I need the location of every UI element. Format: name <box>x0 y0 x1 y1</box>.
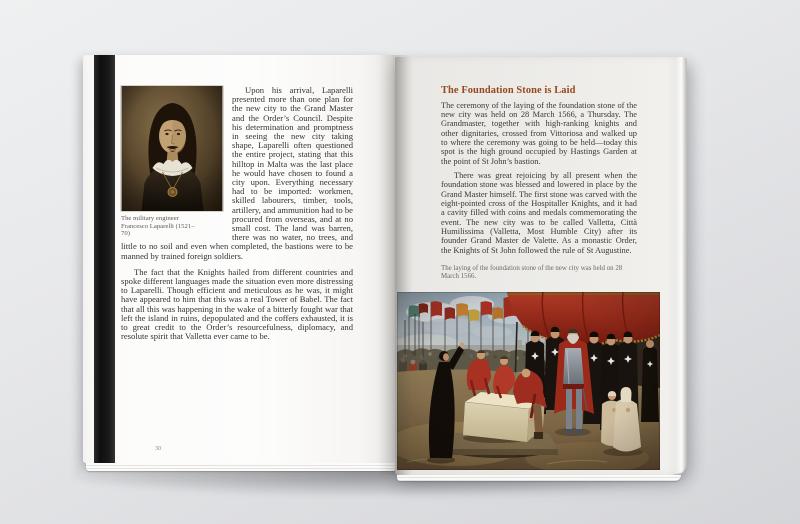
right-paragraph-2: There was great rejoicing by all present when the foundation stone was blessed and lowered in place by the Grand Master himself. The first stone was carved with the eight-pointed cross of the Hospitaller Knights, and it had a cavity filled with coins and medals commemorating the event. The new city was to be called Valletta, Città Humilissima (Valletta, Most Humble City) after its founder Grand Master de Valette. As a monastic Order, the Knights of St John followed the rule of St Augustine. <box>441 170 637 255</box>
foundation-stone-ceremony-painting <box>397 292 660 470</box>
left-paragraph-2: The fact that the Knights hailed from different countries and spoke different languages made the situation even more distressing to Laparelli. Though efficient and meticulous as he was, it might have appeared to him that this was a real Tower of Babel. The fact that all this was happening in the wake of a bitterly fought war that left the island in ruins, depopulated and the coffers exhausted, it is to great credit to the Order’s resourcefulness, diplomacy, and resolute spirit that Valletta ever came to be. <box>121 266 353 342</box>
right-page <box>395 57 687 475</box>
portrait-caption: The military engineer Francesco Laparelli (1521–70) <box>121 215 195 237</box>
inner-cover-band <box>94 55 115 463</box>
laparelli-portrait-figure <box>121 86 223 238</box>
left-paragraph-1: Upon his arrival, Laparelli presented more than one plan for the new city to the Grand Master and the Order’s Council. Despite his determination and promptness in seeing the new city taking shape, Laparelli often questioned the entire project, stating that this hilltop in Malta was the last place he would have chosen to found a city upon. Everything necessary had to be imported: workmen, skilled labourers, timber, tools, artillery, and ammunition had to be procured from overseas, and at no small cost. The land was barren, there was no water, no trees, and little to no soil and even when completed, the bastions were to be manned by trained foreign soldiers. <box>121 85 353 261</box>
right-paragraph-1: The ceremony of the laying of the foundation stone of the new city was held on 28 March 1566, a Thursday. The Grandmaster, together with high-ranking knights and other dignitaries, crossed from Vittoriosa and walked up to where the ceremony was going to be held—today this spot is the high ground occupied by Hastings Garden at the point of St John’s bastion. <box>441 100 637 166</box>
left-page-text-block <box>121 86 353 341</box>
right-page-text-block <box>441 85 637 289</box>
page-edge-curl <box>675 57 687 475</box>
page-number: 30 <box>155 446 161 452</box>
laparelli-portrait-image <box>121 86 223 211</box>
painting-caption: The laying of the foundation stone of the new city was held on 28 March 1566. <box>441 265 623 281</box>
section-heading: The Foundation Stone is Laid <box>441 85 576 96</box>
left-page <box>83 55 395 463</box>
